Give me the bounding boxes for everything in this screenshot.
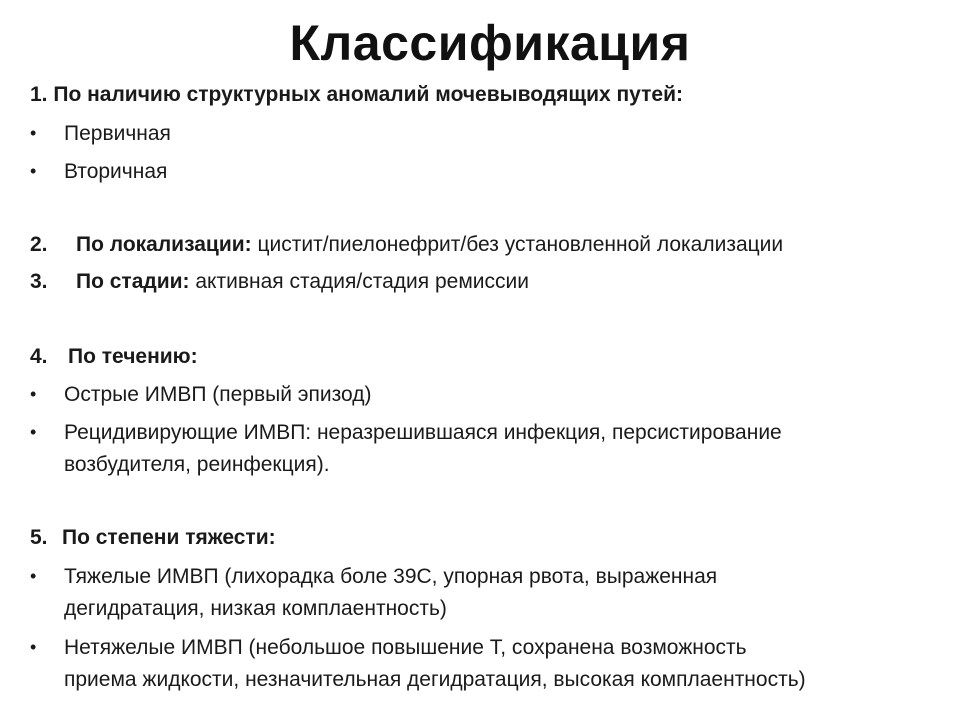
bullet-icon: • [30,566,37,586]
section5-label: По степени тяжести: [62,526,276,549]
list-item-text: Вторичная [64,160,168,183]
bullet-icon: • [30,637,37,657]
list-item-text: Нетяжелые ИМВП (небольшое повышение Т, сохранена возможность [64,636,747,659]
section3-line [30,267,529,297]
section2-line [30,230,783,260]
list-item-text: дегидратация, низкая комплаентность) [64,597,447,620]
section4-number: 4. [30,345,48,368]
bullet-icon: • [30,422,37,442]
section3-label: По стадии: [76,270,190,293]
section2-label: По локализации: [76,233,252,256]
section4-heading [30,342,198,372]
section5-number: 5. [30,526,48,549]
section2-number: 2. [30,233,48,256]
list-item-text: Рецидивирующие ИМВП: неразрешившаяся инфекция, персистирование [64,421,782,444]
section5-heading [30,523,276,553]
section4-label: По течению: [68,345,198,368]
list-item-text: приема жидкости, незначительная дегидратация, высокая комплаентность) [64,668,806,691]
section1-heading: 1. По наличию структурных аномалий мочевыводящих путей: [30,83,683,106]
bullet-icon: • [30,161,37,181]
list-item-text: возбудителя, реинфекция). [64,453,330,476]
bullet-icon: • [30,384,37,404]
list-item-text: Тяжелые ИМВП (лихорадка боле 39С, упорная рвота, выраженная [64,565,718,588]
list-item-text: Острые ИМВП (первый эпизод) [64,383,372,406]
section2-text: цистит/пиелонефрит/без установленной локализации [251,233,784,256]
list-item-text: Первичная [64,122,171,145]
slide-title: Классификация [289,15,691,71]
section3-number: 3. [30,270,48,293]
bullet-icon: • [30,123,37,143]
section3-text: активная стадия/стадия ремиссии [189,270,529,293]
